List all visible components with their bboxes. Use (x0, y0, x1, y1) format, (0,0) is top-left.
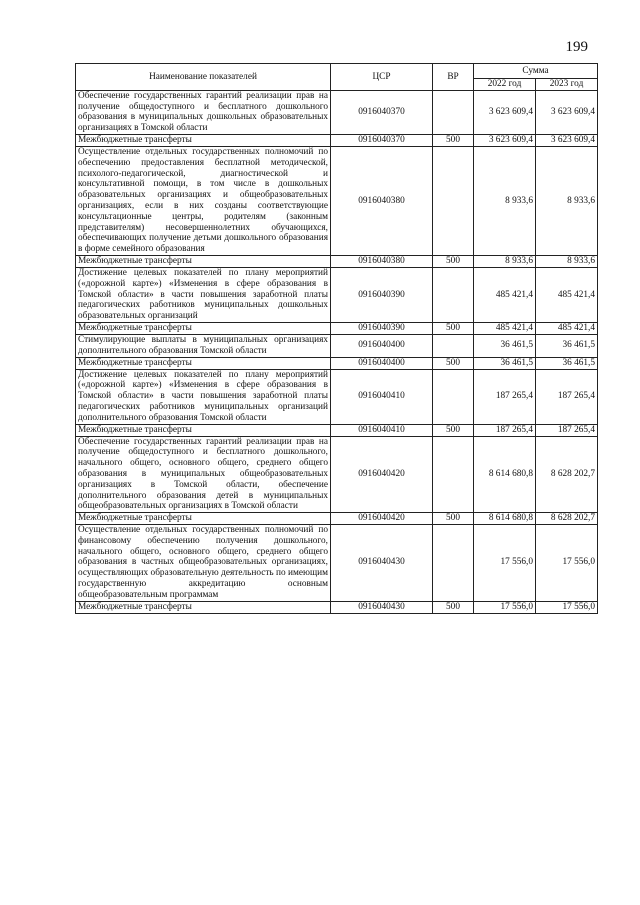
row-vr: 500 (433, 601, 474, 613)
row-csr: 0916040380 (331, 146, 433, 255)
table-row (76, 513, 598, 525)
table-row (76, 525, 598, 602)
row-csr: 0916040420 (331, 513, 433, 525)
row-csr: 0916040410 (331, 424, 433, 436)
row-name: Межбюджетные трансферты (76, 322, 331, 334)
row-name: Межбюджетные трансферты (76, 513, 331, 525)
row-name: Обеспечение государственных гарантий реализации прав на получение общедоступного и бесплатного дошкольного, начального общего, основного общего, среднего общего образования в муниципальных общеобразовательных организациях в Томской области, обеспечение дополнительного образования детей в муниципальных общеобразовательных организациях в Томской области (76, 436, 331, 513)
row-vr: 500 (433, 424, 474, 436)
row-vr: 500 (433, 322, 474, 334)
row-sum-2023: 485 421,4 (536, 267, 598, 322)
row-sum-2023: 17 556,0 (536, 601, 598, 613)
row-sum-2022: 8 614 680,8 (474, 513, 536, 525)
table-row (76, 134, 598, 146)
row-sum-2023: 187 265,4 (536, 424, 598, 436)
row-csr: 0916040430 (331, 525, 433, 602)
row-sum-2023: 8 933,6 (536, 146, 598, 255)
row-name: Стимулирующие выплаты в муниципальных организациях дополнительного образования Томской области (76, 334, 331, 357)
table-row (76, 436, 598, 513)
table-row (76, 90, 598, 134)
row-csr: 0916040400 (331, 334, 433, 357)
row-csr: 0916040380 (331, 255, 433, 267)
table-row (76, 357, 598, 369)
header-year-2022: 2022 год (474, 79, 536, 91)
row-vr (433, 267, 474, 322)
row-vr (433, 90, 474, 134)
row-vr (433, 369, 474, 424)
row-sum-2022: 17 556,0 (474, 525, 536, 602)
row-name: Осуществление отдельных государственных полномочий по финансовому обеспечению получения дошкольного, начального общего, основного общего, среднего общего образования в частных общеобразовательных организациях, осуществляющих образовательную деятельность по имеющим государственную аккредитацию основным общеобразовательным программам (76, 525, 331, 602)
budget-table (75, 63, 598, 614)
row-vr (433, 146, 474, 255)
row-sum-2023: 8 933,6 (536, 255, 598, 267)
row-name: Достижение целевых показателей по плану мероприятий («дорожной карте») «Изменения в сфере образования в Томской области» в части повышения заработной платы педагогических работников муниципальных организаций дополнительного образования Томской области (76, 369, 331, 424)
row-csr: 0916040430 (331, 601, 433, 613)
row-vr (433, 436, 474, 513)
header-csr: ЦСР (331, 64, 433, 91)
table-row (76, 146, 598, 255)
row-sum-2023: 3 623 609,4 (536, 90, 598, 134)
row-sum-2022: 17 556,0 (474, 601, 536, 613)
row-csr: 0916040420 (331, 436, 433, 513)
row-sum-2022: 36 461,5 (474, 357, 536, 369)
row-csr: 0916040400 (331, 357, 433, 369)
row-sum-2022: 8 614 680,8 (474, 436, 536, 513)
row-vr (433, 334, 474, 357)
row-csr: 0916040390 (331, 267, 433, 322)
row-sum-2023: 8 628 202,7 (536, 436, 598, 513)
row-csr: 0916040390 (331, 322, 433, 334)
row-sum-2022: 485 421,4 (474, 322, 536, 334)
header-year-2023: 2023 год (536, 79, 598, 91)
row-name: Осуществление отдельных государственных полномочий по обеспечению предоставления бесплатной методической, психолого-педагогической, диагностической и консультативной помощи, в том числе в дошкольных образовательных организациях и общеобразовательных организациях, если в них созданы соответствующие консультационные центры, родителям (законным представителям) несовершеннолетних обучающихся, обеспечивающих получение детьми дошкольного образования в форме семейного образования (76, 146, 331, 255)
header-name: Наименование показателей (76, 64, 331, 91)
row-name: Обеспечение государственных гарантий реализации прав на получение общедоступного и бесплатного дошкольного образования в муниципальных дошкольных образовательных организациях в Томской области (76, 90, 331, 134)
table-row (76, 424, 598, 436)
row-sum-2023: 36 461,5 (536, 334, 598, 357)
row-csr: 0916040370 (331, 90, 433, 134)
table-row (76, 322, 598, 334)
row-name: Межбюджетные трансферты (76, 601, 331, 613)
row-vr: 500 (433, 513, 474, 525)
row-sum-2022: 3 623 609,4 (474, 90, 536, 134)
row-vr: 500 (433, 357, 474, 369)
table-row (76, 601, 598, 613)
row-name: Межбюджетные трансферты (76, 424, 331, 436)
row-vr (433, 525, 474, 602)
row-sum-2023: 8 628 202,7 (536, 513, 598, 525)
table-body (76, 90, 598, 613)
header-sum: Сумма (474, 64, 598, 79)
row-sum-2022: 485 421,4 (474, 267, 536, 322)
row-name: Межбюджетные трансферты (76, 134, 331, 146)
row-name: Межбюджетные трансферты (76, 255, 331, 267)
table-row (76, 267, 598, 322)
header-vr: ВР (433, 64, 474, 91)
row-name: Межбюджетные трансферты (76, 357, 331, 369)
row-sum-2022: 187 265,4 (474, 369, 536, 424)
row-sum-2023: 187 265,4 (536, 369, 598, 424)
row-vr: 500 (433, 255, 474, 267)
row-sum-2023: 17 556,0 (536, 525, 598, 602)
row-sum-2022: 8 933,6 (474, 255, 536, 267)
row-sum-2022: 36 461,5 (474, 334, 536, 357)
row-sum-2023: 3 623 609,4 (536, 134, 598, 146)
row-vr: 500 (433, 134, 474, 146)
table-row (76, 255, 598, 267)
row-sum-2023: 36 461,5 (536, 357, 598, 369)
table-row (76, 369, 598, 424)
row-sum-2022: 3 623 609,4 (474, 134, 536, 146)
table-row (76, 334, 598, 357)
row-name: Достижение целевых показателей по плану мероприятий («дорожной карте») «Изменения в сфере образования в Томской области» в части повышения заработной платы педагогических работников муниципальных дошкольных образовательных организаций (76, 267, 331, 322)
row-csr: 0916040370 (331, 134, 433, 146)
row-sum-2023: 485 421,4 (536, 322, 598, 334)
row-sum-2022: 187 265,4 (474, 424, 536, 436)
page-number: 199 (565, 39, 588, 55)
row-sum-2022: 8 933,6 (474, 146, 536, 255)
row-csr: 0916040410 (331, 369, 433, 424)
